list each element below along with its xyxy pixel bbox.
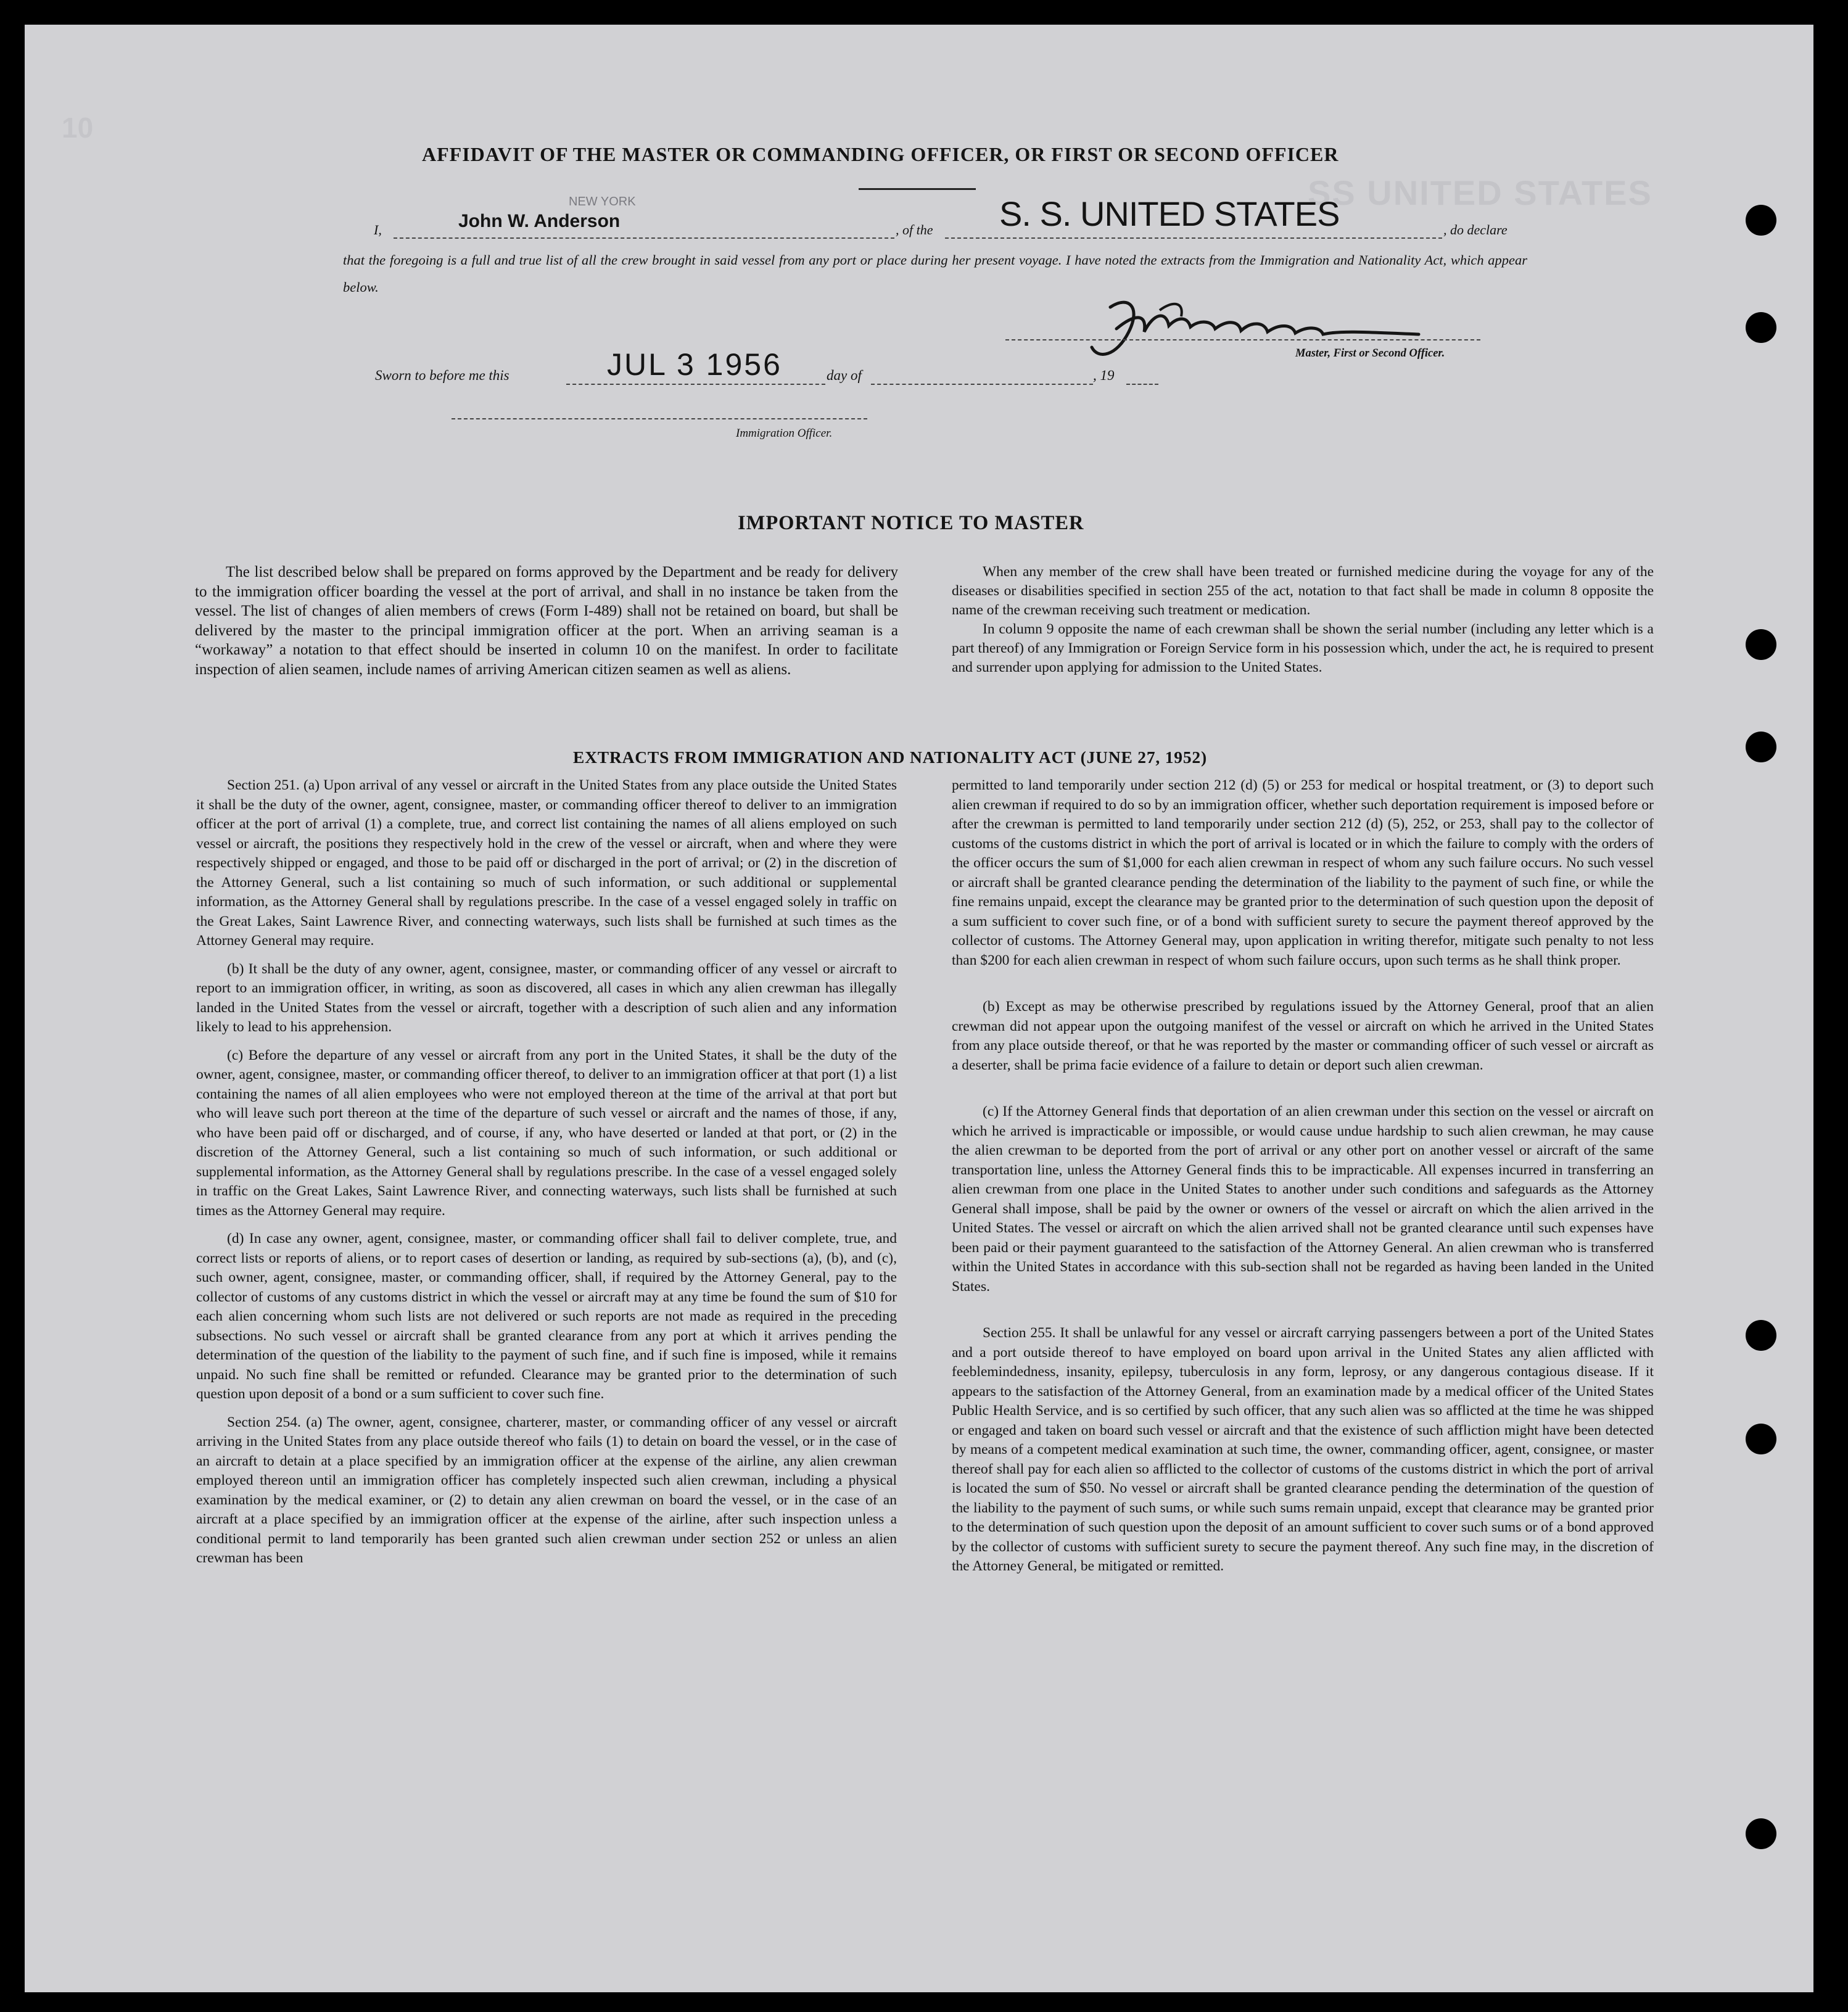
extract-paragraph: (d) In case any owner, agent, consignee, master, or commanding officer shall fail to deliver complete, true, and correct lists or reports of aliens, or to report cases of desertion or landing, as required by sub-sections (a), (b), and (c), such owner, agent, consignee, master, or commanding officer, shall, if required by the Attorney General, pay to the collector of customs of any customs district in which the vessel or aircraft may at any time be found the sum of $10 for each alien concerning whom such lists are not delivered or such reports are not made as required in the preceding subsections. No such vessel or aircraft shall be granted clearance from any port at which it arrives pending the determination of the question of the liability to the payment of such fine, and if such fine is imposed, while it remains unpaid. No such fine shall be remitted or refunded. Clearance may be granted prior to the determination of such question upon deposit of a bond or a sum sufficient to cover such fine. bbox=[196, 1231, 897, 1402]
extract-paragraph: Section 251. (a) Upon arrival of any vessel or aircraft in the United States from any place outside the United States it shall be the duty of the owner, agent, consignee, master, or commanding officer thereof to deliver to an immigration officer at the port of arrival (1) a complete, true, and correct list containing the names of all aliens employed on such vessel or aircraft, the positions they respectively hold in the crew of the vessel or aircraft, when and where they were respectively shipped or engaged, and those to be paid off or discharged in the port of arrival; or (2) in the discretion of the Attorney General, such a list containing so much of such information, or such additional or supplemental information, as the Attorney General shall by regulations prescribe. In the case of a vessel engaged solely in traffic on the Great Lakes, Saint Lawrence River, and connecting waterways, such lists shall be furnished at such times as the Attorney General may require. bbox=[196, 777, 897, 949]
notice-left-text: The list described below shall be prepared on forms approved by the Department and be ready for delivery to the immigration officer boarding the vessel at the port of arrival, and shall in no instance be taken from the vessel. The list of changes of alien members of crews (Form I-489) shall not be retained on board, but shall be delivered by the master to the principal immigration officer at the port. When an arriving seaman is a “workaway” a notation to that effect should be inserted in column 10 on the manifest. In order to facilitate inspection of alien seamen, include names of arriving American citizen seamen as well as aliens. bbox=[195, 564, 898, 678]
year-line bbox=[1126, 384, 1158, 385]
notice-left bbox=[195, 563, 898, 688]
extract-paragraph: (c) Before the departure of any vessel or aircraft from any port in the United States, it shall be the duty of the owner, agent, consignee, master, or commanding officer thereof, to deliver to an immigration officer at that port (1) a list containing the names of all alien employees who were not employed thereon at the time of the arrival at that port but who will leave such port thereon at the time of the departure of such vessel or aircraft and the names of those, if any, who have been paid off or discharged, and of course, if any, who have deserted or landed at that port, or (2) in the discretion of the Attorney General, such a list containing so much of such information, or such additional or supplemental information, as the Attorney General shall by regulations prescribe. In the case of a vessel engaged solely in traffic on the Great Lakes, Saint Lawrence River, and connecting waterways, such lists shall be furnished at such times as the Attorney General may require. bbox=[196, 1047, 897, 1219]
i-label: I, bbox=[374, 222, 382, 237]
notice-right-text-2: In column 9 opposite the name of each crewman shall be shown the serial number (including any letter which is a part thereof) of any Immigration or Foreign Service form in his possession which, under the act, he is required to present and surrender upon applying for admission to the United States. bbox=[952, 621, 1654, 675]
do-declare-label: , do declare bbox=[1443, 222, 1508, 237]
binder-hole bbox=[1746, 1818, 1776, 1849]
year-label: , 19 bbox=[1093, 368, 1115, 383]
title-rule bbox=[859, 188, 976, 190]
notice-right bbox=[952, 563, 1654, 686]
binder-hole bbox=[1746, 312, 1776, 343]
vessel-name: S. S. UNITED STATES bbox=[999, 194, 1340, 233]
extract-paragraph: (b) Except as may be otherwise prescribed by regulations issued by the Attorney General, proof that an alien crewman did not appear upon the outgoing manifest of the vessel or aircraft on which he arrived in the United States from any place outside thereof, or that he was reported by the master or commanding officer of such vessel or aircraft as a deserter, shall be prima facie evidence of a failure to detain or deport such alien crewman. bbox=[952, 999, 1654, 1073]
sworn-date-line bbox=[566, 384, 825, 385]
of-the-label: , of the bbox=[896, 222, 933, 237]
officer-name: John W. Anderson bbox=[458, 211, 621, 231]
immigration-officer-caption: Immigration Officer. bbox=[736, 427, 833, 440]
name-stamp: NEW YORK bbox=[569, 195, 636, 208]
extract-paragraph: Section 254. (a) The owner, agent, consignee, charterer, master, or commanding officer of any vessel or aircraft arriving in the United States from any place outside thereof who fails (1) to detain on board the vessel, or in the case of an aircraft to detain at a place specified by an immigration officer at the expense of the airline, any alien crewman employed thereon until an immigration officer has completely inspected such alien crewman, including a physical examination by the medical examiner, or (2) to detain any alien crewman on board the vessel, or in the case of an aircraft at a place specified by an immigration officer at the expense of the airline, after such inspection unless a conditional permit to land temporarily has been granted such alien crewman under section 252 or unless an alien crewman has been bbox=[196, 1414, 897, 1566]
binder-hole bbox=[1746, 205, 1776, 236]
sworn-label: Sworn to before me this bbox=[375, 368, 509, 383]
extracts-left-column bbox=[196, 776, 897, 1577]
day-of-label: day of bbox=[827, 368, 862, 383]
month-line bbox=[871, 384, 1093, 385]
signature-caption: Master, First or Second Officer. bbox=[1295, 347, 1445, 360]
binder-hole bbox=[1746, 732, 1776, 762]
extracts-right-column bbox=[952, 776, 1654, 1585]
binder-hole bbox=[1746, 1424, 1776, 1454]
ghost-stamp: SS UNITED STATES bbox=[1308, 173, 1652, 212]
sworn-date-stamp: JUL 3 1956 bbox=[607, 347, 782, 382]
affidavit-statement: that the foregoing is a full and true list of all the crew brought in said vessel from any port or place during her present voyage. I have noted the extracts from the Immigration and Nationality Act, which appear below. bbox=[343, 252, 1527, 295]
extract-paragraph: (b) It shall be the duty of any owner, agent, consignee, master, or commanding officer of any vessel or aircraft to report to an immigration officer, in writing, as soon as discovered, all cases in which any alien crewman has illegally landed in the United States from the vessel or aircraft, together with a description of such alien and any information likely to lead to his apprehension. bbox=[196, 960, 897, 1035]
binder-hole bbox=[1746, 629, 1776, 660]
vessel-line bbox=[945, 237, 1442, 239]
affidavit-title: AFFIDAVIT OF THE MASTER OR COMMANDING OFFICER, OR FIRST OR SECOND OFFICER bbox=[422, 143, 1339, 165]
binder-hole bbox=[1746, 1320, 1776, 1351]
immigration-officer-line bbox=[452, 418, 867, 419]
signature-image bbox=[1073, 282, 1468, 375]
extracts-title: EXTRACTS FROM IMMIGRATION AND NATIONALITY ACT (JUNE 27, 1952) bbox=[573, 748, 1207, 767]
corner-mark: 10 bbox=[62, 112, 94, 144]
extract-paragraph: Section 255. It shall be unlawful for any vessel or aircraft carrying passengers between a port of the United States and a port outside thereof to have employed on board upon arrival in the United States any alien afflicted with feeblemindedness, insanity, epilepsy, tuberculosis in any form, leprosy, or any dangerous contagious disease. If it appears to the satisfaction of the Attorney General, from an examination made by a medical officer of the United States Public Health Service, and is so certified by such officer, that any such alien was so afflicted at the time he was shipped or engaged and taken on board such vessel or aircraft and that the existence of such affliction might have been detected by means of a competent medical examination at such time, the owner, commanding officer, agent, consignee, or master thereof shall pay for each alien so afflicted to the collector of customs of the customs district in which the port of arrival is located the sum of $50. No vessel or aircraft shall be granted clearance pending the determination of the question of the liability to the payment of such sums, or while such sums remain unpaid, except that clearance may be granted prior to the determination of such question upon the deposit of an amount sufficient to cover such sums or of a bond approved by the collector of customs with sufficient surety to secure the payment thereof. Any such fine may, in the discretion of the Attorney General, be mitigated or remitted. bbox=[952, 1325, 1654, 1574]
extract-paragraph: (c) If the Attorney General finds that deportation of an alien crewman under this section on the vessel or aircraft on which he arrived is impracticable or impossible, or would cause undue hardship to such alien crewman, he may cause the alien crewman to be deported from the port of arrival or any other port on another vessel or aircraft of the same transportation line, unless the Attorney General finds this to be impracticable. All expenses incurred in transferring an alien crewman from one place in the United States to another under such conditions and safeguards as the Attorney General shall impose, shall be paid by the owner or owners of the vessel or aircraft on which the alien arrived in the United States. The vessel or aircraft on which the alien arrived shall not be granted clearance until such expenses have been paid or their payment guaranteed to the satisfaction of the Attorney General. An alien crewman who is transferred within the United States in accordance with this sub-section shall not be regarded as having been landed in the United States. bbox=[952, 1103, 1654, 1295]
notice-title: IMPORTANT NOTICE TO MASTER bbox=[738, 512, 1084, 534]
name-line bbox=[394, 237, 894, 239]
signature-line bbox=[1005, 339, 1480, 340]
notice-right-text-1: When any member of the crew shall have been treated or furnished medicine during the voyage for any of the diseases or disabilities specified in section 255 of the act, notation to that fact shall be made in column 8 opposite the name of the crewman receiving such treatment or medication. bbox=[952, 564, 1654, 618]
document-page bbox=[25, 25, 1813, 1992]
extract-paragraph: permitted to land temporarily under section 212 (d) (5) or 253 for medical or hospital treatment, or (3) to deport such alien crewman if required to do so by an immigration officer, whether such deportation requirement is imposed before or after the crewman is permitted to land temporarily under section 212 (d) (5), 252, or 253, shall pay to the collector of customs of the customs district in which the port of arrival is located or in which the failure to comply with the orders of the officer occurs the sum of $1,000 for each alien crewman in respect of whom any such failure occurs. No such vessel or aircraft shall be granted clearance pending the determination of the liability to the payment of such fine, or while the fine remains unpaid, except the clearance may be granted prior to the determination of such question upon the deposit of a sum sufficient to cover such fine, or of a bond with sufficient surety to secure the payment thereof approved by the collector of customs. The Attorney General may, upon application in writing therefor, mitigate such penalty to not less than $200 for each alien crewman in respect of whom such failure occurs, upon such terms as he shall think proper. bbox=[952, 777, 1654, 968]
